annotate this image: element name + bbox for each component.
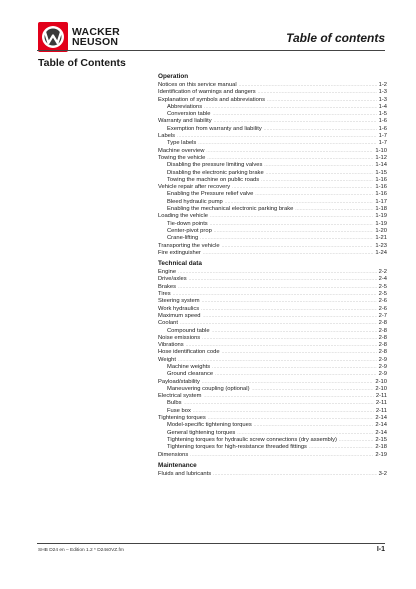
toc-leader-dots	[239, 81, 377, 88]
toc-leader-dots	[202, 297, 377, 304]
table-of-contents	[158, 73, 387, 477]
toc-entry[interactable]	[158, 348, 387, 355]
toc-leader-dots	[208, 414, 374, 421]
toc-entry-page: 2-19	[375, 451, 387, 458]
toc-entry-label: Loading the vehicle	[158, 213, 208, 220]
toc-entry[interactable]	[158, 407, 387, 414]
toc-entry-page: 1-4	[378, 103, 387, 110]
header-divider	[37, 50, 385, 51]
toc-entry-page: 1-19	[375, 220, 387, 227]
toc-entry[interactable]	[158, 414, 387, 421]
toc-entry-label: General tightening torques	[167, 429, 236, 436]
toc-entry[interactable]	[158, 249, 387, 256]
toc-leader-dots	[266, 169, 374, 176]
toc-entry-label: Explanation of symbols and abbreviations	[158, 96, 265, 103]
toc-entry-label: Fuse box	[167, 407, 191, 414]
toc-entry[interactable]	[158, 139, 387, 146]
toc-entry-page: 1-16	[375, 191, 387, 198]
toc-leader-dots	[210, 220, 374, 227]
toc-entry[interactable]	[158, 297, 387, 304]
toc-entry-label: Tightening torques	[158, 415, 206, 422]
toc-leader-dots	[173, 290, 377, 297]
toc-entry-page: 2-11	[375, 407, 387, 414]
toc-entry-label: Labels	[158, 133, 176, 140]
toc-entry[interactable]	[158, 125, 387, 132]
toc-entry-page: 1-19	[375, 213, 387, 220]
toc-entry-page: 1-18	[375, 206, 387, 213]
toc-entry-page: 2-5	[378, 283, 387, 290]
toc-leader-dots	[190, 451, 373, 458]
brand-logo-icon	[38, 22, 68, 52]
toc-entry-label: Disabling the pressure limiting valves	[167, 162, 263, 169]
toc-entry[interactable]	[158, 327, 387, 334]
toc-entry-label: Ground clearance	[167, 371, 214, 378]
toc-entry-page: 1-12	[375, 154, 387, 161]
toc-leader-dots	[215, 370, 377, 377]
toc-entry[interactable]	[158, 334, 387, 341]
toc-entry[interactable]	[158, 183, 387, 190]
toc-entry-page: 1-10	[375, 147, 387, 154]
footer-document-id: SHB D24 en – Edition 1.2 * D24s0VZ.fm	[38, 548, 124, 553]
toc-leader-dots	[258, 88, 377, 95]
toc-leader-dots	[237, 429, 373, 436]
toc-entry-label: Towing the vehicle	[158, 154, 206, 161]
toc-entry[interactable]	[158, 227, 387, 234]
toc-entry-label: Drive/axles	[158, 276, 187, 283]
toc-entry[interactable]	[158, 81, 387, 88]
toc-entry[interactable]	[158, 268, 387, 275]
toc-entry-page: 1-6	[378, 125, 387, 132]
toc-leader-dots	[200, 234, 373, 241]
toc-leader-dots	[203, 312, 377, 319]
toc-entry-label: Tires	[158, 291, 171, 298]
toc-entry[interactable]	[158, 399, 387, 406]
toc-entry[interactable]	[158, 205, 387, 212]
toc-entry-page: 2-6	[378, 305, 387, 312]
toc-leader-dots	[204, 103, 376, 110]
toc-section-title: Operation	[158, 73, 189, 80]
toc-entry-label: Weight	[158, 356, 176, 363]
header-title: Table of contents	[286, 31, 385, 45]
toc-entry[interactable]	[158, 370, 387, 377]
toc-leader-dots	[214, 227, 374, 234]
toc-entry-label: Dimensions	[158, 451, 189, 458]
toc-leader-dots	[222, 242, 374, 249]
toc-entry-label: Hose identification code	[158, 349, 220, 356]
toc-entry-label: Identification of warnings and dangers	[158, 89, 256, 96]
toc-entry-page: 2-14	[375, 415, 387, 422]
toc-entry[interactable]	[158, 392, 387, 399]
toc-leader-dots	[193, 407, 374, 414]
toc-leader-dots	[261, 176, 373, 183]
toc-entry[interactable]	[158, 385, 387, 392]
toc-entry-label: Abbreviations	[167, 103, 203, 110]
toc-leader-dots	[339, 436, 373, 443]
toc-entry-page: 1-21	[375, 235, 387, 242]
toc-entry[interactable]	[158, 275, 387, 282]
toc-entry-label: Transporting the vehicle	[158, 242, 220, 249]
toc-entry-page: 2-8	[378, 320, 387, 327]
toc-entry-page: 2-14	[375, 429, 387, 436]
toc-leader-dots	[255, 190, 373, 197]
page-header	[0, 0, 416, 58]
toc-entry-label: Maneuvering coupling (optional)	[167, 385, 250, 392]
toc-entry[interactable]	[158, 443, 387, 450]
toc-leader-dots	[178, 283, 377, 290]
toc-entry[interactable]	[158, 319, 387, 326]
toc-entry-label: Tightening torques for high-resistance threaded fittings	[167, 444, 307, 451]
toc-entry-label: Warranty and liability	[158, 118, 212, 125]
toc-entry-page: 2-14	[375, 422, 387, 429]
toc-entry[interactable]	[158, 312, 387, 319]
toc-leader-dots	[178, 268, 377, 275]
toc-entry-page: 2-10	[375, 378, 387, 385]
toc-entry-page: 2-4	[378, 276, 387, 283]
toc-entry-page: 1-14	[375, 162, 387, 169]
toc-entry[interactable]	[158, 220, 387, 227]
toc-entry[interactable]	[158, 132, 387, 139]
toc-entry-label: Conversion table	[167, 111, 211, 118]
toc-entry-page: 2-11	[375, 400, 387, 407]
toc-leader-dots	[178, 356, 377, 363]
toc-entry-page: 2-8	[378, 342, 387, 349]
toc-entry-label: Machine overview	[158, 147, 205, 154]
toc-entry-page: 1-17	[375, 198, 387, 205]
toc-entry-page: 2-5	[378, 291, 387, 298]
toc-entry-page: 1-5	[378, 111, 387, 118]
toc-leader-dots	[213, 110, 377, 117]
toc-entry-page: 2-8	[378, 349, 387, 356]
toc-entry[interactable]	[158, 363, 387, 370]
toc-leader-dots	[309, 443, 373, 450]
toc-leader-dots	[212, 327, 377, 334]
toc-entry[interactable]	[158, 110, 387, 117]
page-title: Table of Contents	[38, 57, 126, 69]
toc-entry[interactable]	[158, 356, 387, 363]
toc-entry-page: 2-10	[375, 385, 387, 392]
toc-entry-page: 1-3	[378, 96, 387, 103]
toc-section-title: Maintenance	[158, 461, 197, 469]
toc-leader-dots	[180, 319, 377, 326]
toc-entry-page: 1-16	[375, 176, 387, 183]
toc-entry-page: 2-9	[378, 363, 387, 370]
toc-entry-label: Crane-lifting	[167, 235, 199, 242]
toc-entry-label: Work hydraulics	[158, 305, 200, 312]
toc-leader-dots	[202, 334, 376, 341]
brand-wordmark	[72, 27, 120, 47]
toc-leader-dots	[232, 183, 373, 190]
toc-entry-label: Maximum speed	[158, 312, 201, 319]
toc-entry[interactable]	[158, 421, 387, 428]
toc-entry-label: Towing the machine on public roads	[167, 176, 260, 183]
toc-entry[interactable]	[158, 88, 387, 95]
toc-entry[interactable]	[158, 341, 387, 348]
toc-entry[interactable]	[158, 169, 387, 176]
toc-entry-page: 1-15	[375, 169, 387, 176]
toc-leader-dots	[202, 378, 374, 385]
toc-entry[interactable]	[158, 154, 387, 161]
toc-entry[interactable]	[158, 161, 387, 168]
page-number: I-1	[376, 546, 385, 553]
toc-entry-label: Tightening torques for hydraulic screw connections (dry assembly)	[167, 436, 337, 443]
toc-entry[interactable]	[158, 470, 387, 477]
toc-entry-label: Tie-down points	[167, 220, 208, 227]
toc-entry-label: Electrical system	[158, 393, 202, 400]
toc-entry-page: 1-6	[378, 118, 387, 125]
toc-leader-dots	[254, 421, 374, 428]
toc-entry-page: 1-2	[378, 82, 387, 88]
toc-entry[interactable]	[158, 234, 387, 241]
toc-entry-label: Noise emissions	[158, 334, 201, 341]
toc-entry-label: Engine	[158, 269, 177, 276]
toc-entry-label: Fire extinguisher	[158, 249, 201, 256]
toc-entry-page: 2-8	[378, 327, 387, 334]
toc-entry-page: 2-9	[378, 356, 387, 363]
toc-entry-label: Vehicle repair after recovery	[158, 184, 231, 191]
toc-leader-dots	[184, 399, 374, 406]
toc-entry-label: Fluids and lubricants	[158, 470, 212, 477]
toc-entry-label: Machine weights	[167, 363, 211, 370]
toc-entry-label: Bleed hydraulic pump	[167, 198, 223, 205]
toc-leader-dots	[264, 161, 373, 168]
toc-entry-page: 2-8	[378, 334, 387, 341]
toc-entry[interactable]	[158, 290, 387, 297]
toc-leader-dots	[206, 147, 373, 154]
toc-leader-dots	[212, 363, 376, 370]
toc-entry-page: 2-11	[375, 393, 387, 400]
toc-entry-label: Model-specific tightening torques	[167, 422, 252, 429]
toc-leader-dots	[295, 205, 373, 212]
toc-entry-label: Enabling the Pressure relief valve	[167, 191, 254, 198]
toc-leader-dots	[201, 305, 376, 312]
toc-entry-label: Disabling the electronic parking brake	[167, 169, 264, 176]
toc-entry-page: 1-20	[375, 227, 387, 234]
toc-entry-page: 1-7	[378, 140, 387, 147]
toc-entry[interactable]	[158, 176, 387, 183]
toc-entry[interactable]	[158, 103, 387, 110]
toc-entry-page: 2-18	[375, 444, 387, 451]
toc-entry[interactable]	[158, 305, 387, 312]
toc-leader-dots	[189, 275, 377, 282]
brand-line-2: NEUSON	[72, 36, 119, 48]
toc-entry[interactable]	[158, 198, 387, 205]
toc-entry[interactable]	[158, 429, 387, 436]
toc-entry-page: 1-16	[375, 184, 387, 191]
toc-entry[interactable]	[158, 212, 387, 219]
toc-leader-dots	[203, 249, 374, 256]
toc-entry-label: Notices on this service manual	[158, 82, 237, 88]
toc-entry-page: 2-15	[375, 436, 387, 443]
toc-leader-dots	[252, 385, 374, 392]
toc-entry[interactable]	[158, 96, 387, 103]
toc-leader-dots	[214, 117, 377, 124]
footer-divider	[37, 543, 385, 544]
toc-entry[interactable]	[158, 378, 387, 385]
toc-entry-page: 1-3	[378, 89, 387, 96]
toc-entry-label: Enabling the mechanical electronic parking brake	[167, 206, 294, 213]
toc-entry[interactable]	[158, 147, 387, 154]
toc-entry-label: Brakes	[158, 283, 177, 290]
toc-entry-label: Steering system	[158, 298, 200, 305]
brand-logo	[38, 22, 120, 52]
toc-leader-dots	[177, 132, 377, 139]
toc-entry-label: Type labels	[167, 140, 197, 147]
toc-entry-label: Bulbs	[167, 400, 182, 407]
toc-leader-dots	[207, 154, 373, 161]
toc-entry-page: 2-2	[378, 269, 387, 276]
toc-entry-label: Compound table	[167, 327, 210, 334]
toc-entry-page: 1-24	[375, 249, 387, 256]
toc-entry-label: Payload/stability	[158, 378, 200, 385]
toc-entry-page: 2-6	[378, 298, 387, 305]
toc-leader-dots	[264, 125, 377, 132]
toc-leader-dots	[213, 470, 376, 477]
toc-entry-page: 2-9	[378, 371, 387, 378]
toc-leader-dots	[198, 139, 376, 146]
toc-entry-label: Coolant	[158, 320, 178, 327]
toc-leader-dots	[204, 392, 374, 399]
toc-entry-page: 2-7	[378, 312, 387, 319]
toc-entry-page: 1-7	[378, 133, 387, 140]
toc-entry-page: 1-23	[375, 242, 387, 249]
brand-line-1: WACKER	[72, 26, 120, 38]
toc-leader-dots	[222, 348, 377, 355]
toc-entry[interactable]	[158, 190, 387, 197]
toc-entry[interactable]	[158, 117, 387, 124]
toc-entry[interactable]	[158, 242, 387, 249]
toc-entry[interactable]	[158, 451, 387, 458]
toc-entry-label: Vibrations	[158, 342, 184, 349]
toc-leader-dots	[225, 198, 374, 205]
toc-entry-label: Exemption from warranty and liability	[167, 125, 262, 132]
toc-entry-label: Center-pivot prop	[167, 227, 212, 234]
toc-leader-dots	[186, 341, 377, 348]
toc-entry[interactable]	[158, 283, 387, 290]
toc-section-title: Technical data	[158, 260, 202, 268]
toc-leader-dots	[267, 96, 377, 103]
toc-leader-dots	[210, 212, 373, 219]
toc-entry-page: 3-2	[378, 470, 387, 477]
toc-entry[interactable]	[158, 436, 387, 443]
